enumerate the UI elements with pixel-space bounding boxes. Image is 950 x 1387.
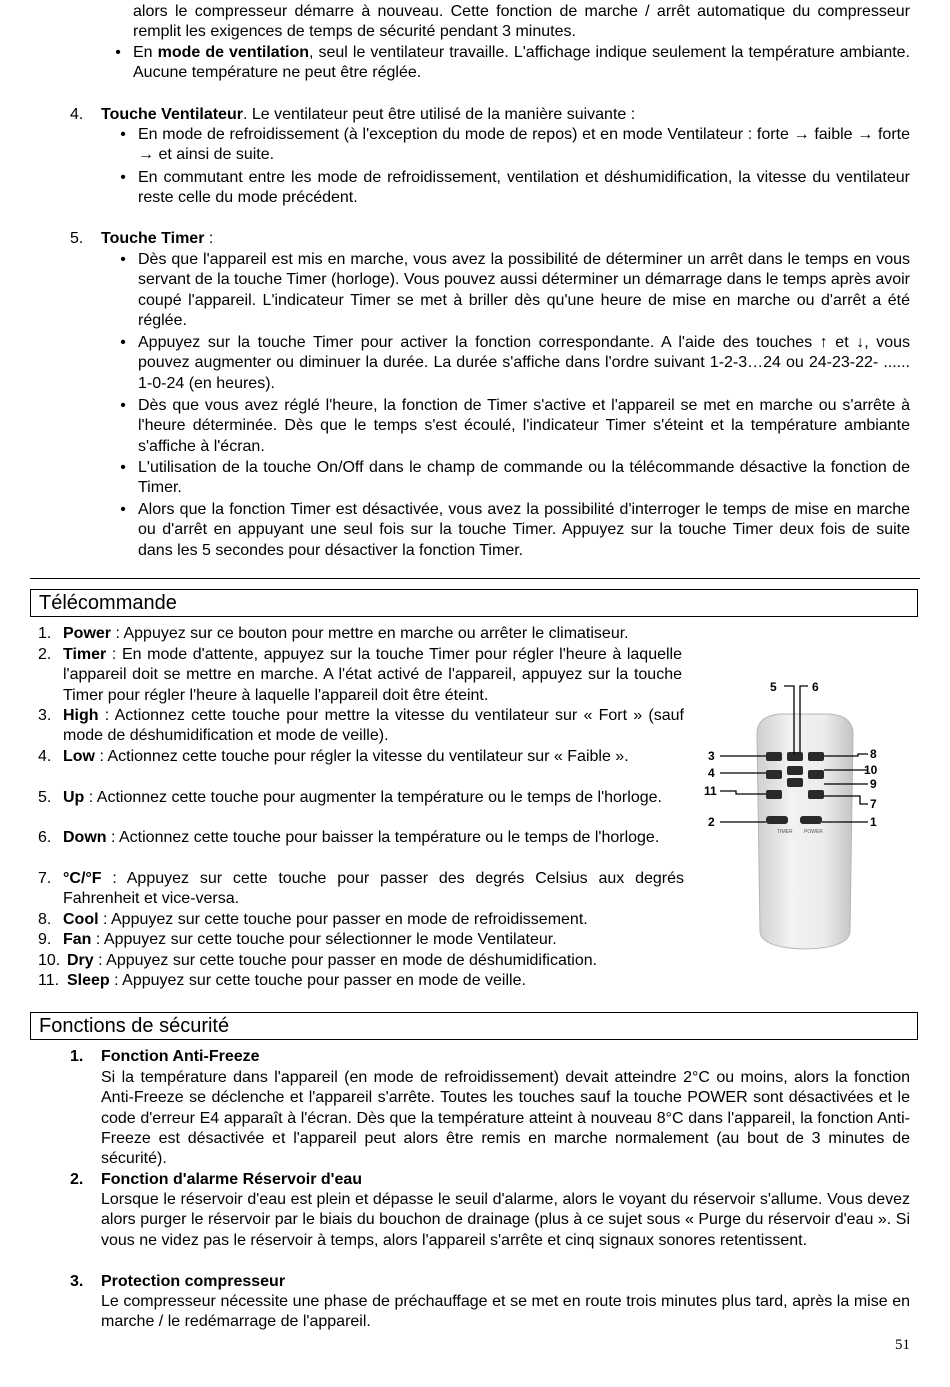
- safety-item-title: Fonction d'alarme Réservoir d'eau: [101, 1171, 363, 1188]
- paragraph-continuation: [133, 2, 910, 43]
- callout-10: 10: [864, 763, 878, 777]
- item-number: 5.: [70, 230, 84, 247]
- safety-item-3-text: Le compresseur nécessite une phase de préchauffage et se met en route trois minutes plus tard, après la mise en marche / le redémarrage de l'appareil.: [101, 1293, 910, 1331]
- safety-item-title: Protection compresseur: [101, 1273, 286, 1290]
- safety-item-1-text: Si la température dans l'appareil (en mode de refroidissement) devait atteindre 2°C ou moins, alors la fonction Anti-Freeze se déclenche et l'appareil s'arrête. Toutes les touches sauf la touche POWER sont désactivées et le code d'erreur E4 apparaît à l'écran. Dès que la température atteint à nouveau 8°C dans l'appareil, la fonction Anti-Freeze est désactivée et l'appareil peut alors être remis en marche normalement (au bout de 3 minutes de sécurité).: [101, 1069, 910, 1168]
- callout-4: 4: [708, 766, 715, 780]
- callout-11: 11: [704, 784, 717, 798]
- callout-9: 9: [870, 777, 877, 791]
- safety-item-title: Fonction Anti-Freeze: [101, 1048, 260, 1065]
- callout-1: 1: [870, 815, 877, 829]
- bullet-dot: •: [115, 44, 121, 61]
- callout-5: 5: [770, 680, 777, 694]
- paragraph-text: alors le compresseur démarre à nouveau. Cette fonction de marche / arrêt automatique du compresseur remplit les exigences de temps de sécurité pendant 3 minutes.: [133, 3, 910, 41]
- page-number: 51: [895, 1337, 910, 1353]
- section-heading-securite: Fonctions de sécurité: [30, 1012, 918, 1040]
- callout-2: 2: [708, 815, 715, 829]
- callout-3: 3: [708, 749, 715, 763]
- item-heading: Touche Ventilateur. Le ventilateur peut être utilisé de la manière suivante :: [101, 106, 636, 123]
- item-number: 4.: [70, 106, 84, 123]
- manual-page: alors le compresseur démarre à nouveau. Cette fonction de marche / arrêt automatique du compresseur remplit les exigences de temps de sécurité pendant 3 minutes. • En mode de ventilation, seul le ventilateur travaille. L'affichage indique seulement la température ambiante. Aucune température ne peut être réglée. 4. Touche Ventilateur. Le ventilateur peut être utilisé de la manière suivante : • En mode de refroidissement (à l'exception du mode de repos) et en mode Ventilateur : forte → faible → forte → et ainsi de suite. • En commutant entre les mode de refroidissement, ventilation et déshumidification, la vitesse du ventilateur reste celle du mode précédent. 5. Touche Timer : • Dès que l'appareil est mis en marche, vous avez la possibilité de déterminer un arrêt dans le temps en vous servant de la touche Timer (horloge). Vous pouvez aussi déterminer un démarrage dans le temps après avoir coupé l'appareil. L'indicateur Timer se met à briller dès qu'une heure de mise en marche ou d'arrêt a été réglée. • Appuyez sur la touche Timer pour activer la fonction correspondante. A l'aide des touches ↑ et ↓, vous pouvez augmenter ou diminuer la durée. La durée s'affiche dans l'ordre suivant 1-2-3…24 ou 24-23-22- ...... 1-0-24 (en heures). • Dès que vous avez réglé l'heure, la fonction de Timer s'active et l'appareil se met en marche ou s'arrête à l'heure déterminée. Dès que le temps s'est écoulé, l'indicateur Timer s'éteint et la température ambiante s'affiche à l'écran. • L'utilisation de la touche On/Off dans le champ de commande ou la télécommande désactive la fonction de Timer. • Alors que la fonction Timer est désactivée, vous avez la possibilité d'interroger le temps de mise en marche ou d'arrêt en appuyant une seul fois sur la touche Timer. Appuyez sur la touche Timer deux fois de suite dans les 5 secondes pour désactiver la fonction Timer. Télécommande 1. Power : Appuyez sur ce bouton pour mettre en marche ou arrêter le climatiseur. 2. Timer : En mode d'attente, appuyez sur la touche Timer pour régler l'heure à laquelle l'appareil doit se mettre en marche. A l'état activé de l'appareil, appuyez sur la touche Timer pour régler l'heure à laquelle l'appareil doit être éteint. 3. High : Actionnez cette touche pour mettre la vitesse du ventilateur sur « Fort » (sauf mode de déshumidification et mode de veille). 4. Low : Actionnez cette touche pour régler la vitesse du ventilateur sur « Faible ». 5. Up : Actionnez cette touche pour augmenter la température ou le temps de l'horloge. 6. Down : Actionnez cette touche pour baisser la température ou le temps de l'horloge. 7. °C/°F : Appuyez sur cette touche pour passer des degrés Celsius aux degrés Fahrenheit et vice-versa. 8. Cool : Appuyez sur cette touche pour passer en mode de refroidissement. 9. Fan : Appuyez sur cette touche pour sélectionner le mode Ventilateur. 10. Dry : Appuyez sur cette touche pour passer en mode de déshumidification. 11. Sleep : Appuyez sur cette touche pour passer en mode de veille. TIMER POWER 5 6 3 4 11 2 8 10 9 7 1 Fonctions de sécurité 1. Fonction Anti-Freeze Si la température dans l'appareil (en mode de refroidissement) devait atteindre 2°C ou moins, alors la fonction Anti-Freeze se déclenche et l'appareil s'arrête. Toutes les touches sauf la touche POWER sont désactivées et le code d'erreur E4 apparaît à l'écran. Dès que la température atteint à nouveau 8°C dans l'appareil, la fonction Anti-Freeze est désactivée et l'appareil peut alors être remis en marche normalement (au bout de 3 minutes de sécurité). 2. Fonction d'alarme Réservoir d'eau Lorsque le réservoir d'eau est plein et dépasse le seuil d'alarme, alors le voyant du réservoir s'allume. Vous devez alors purger le réservoir par le biais du bouchon de drainage (plus à ce sujet sous « Purge du réservoir d'eau ». Si vous ne videz pas le réservoir à temps, alors l'appareil s'arrête et cinq signaux sonores retentissent. 3. Protection compresseur Le compresseur nécessite une phase de préchauffage et se met en route trois minutes plus tard, après la mise en marche / le redémarrage de l'appareil. 51: [0, 0, 950, 1387]
- bullet-text: En mode de ventilation, seul le ventilateur travaille. L'affichage indique seulement la température ambiante. Aucune température ne peut être réglée.: [133, 44, 911, 82]
- timer-button-label: TIMER: [777, 829, 793, 835]
- remote-control-illustration: [700, 674, 910, 964]
- callout-6: 6: [812, 680, 819, 694]
- safety-item-2-text: Lorsque le réservoir d'eau est plein et dépasse le seuil d'alarme, alors le voyant du réservoir s'allume. Vous devez alors purger le réservoir par le biais du bouchon de drainage (plus à ce sujet sous « Purge du réservoir d'eau ». Si vous ne videz pas le réservoir à temps, alors l'appareil s'arrête et cinq signaux sonores retentissent.: [101, 1191, 910, 1249]
- callout-8: 8: [870, 747, 877, 761]
- power-button-label: POWER: [804, 829, 823, 835]
- section-rule: [30, 578, 920, 579]
- section-heading-telecommande: Télécommande: [30, 589, 918, 617]
- item-heading: Touche Timer :: [101, 230, 214, 247]
- callout-7: 7: [870, 797, 877, 811]
